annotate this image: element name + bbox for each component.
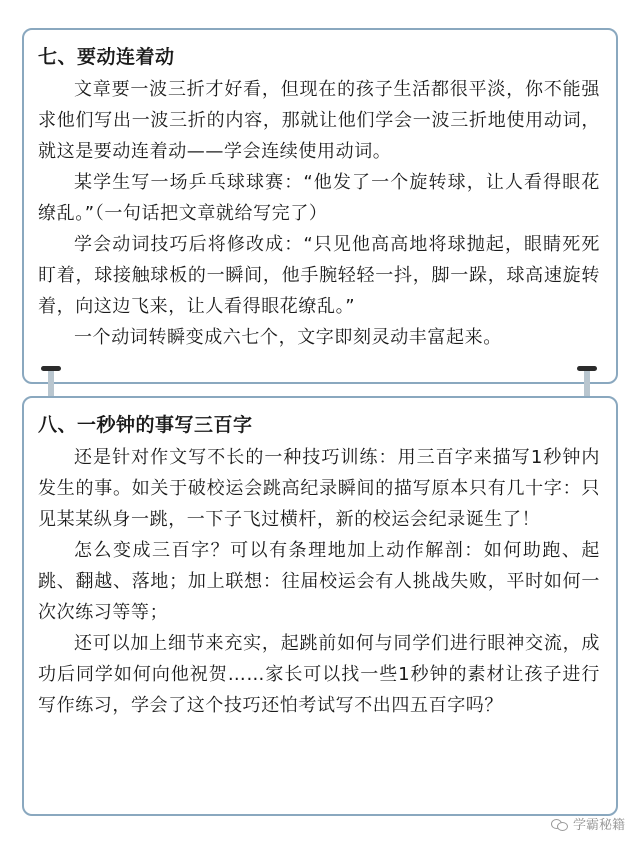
section-8-paragraph-2: 怎么变成三百字？可以有条理地加上动作解剖：如何助跑、起跳、翻越、落地；加上联想：往届校运会有人挑战失败，平时如何一次次练习等等； bbox=[38, 540, 600, 623]
section-8-paragraph-1: 还是针对作文写不长的一种技巧训练：用三百字来描写1秒钟内发生的事。如关于破校运会跳高纪录瞬间的描写原本只有几十字：只见某某纵身一跳，一下子飞过横杆，新的校运会纪录诞生了！ bbox=[38, 447, 600, 530]
connector-cap-top bbox=[577, 366, 597, 371]
watermark-text: 学霸秘籍 bbox=[572, 818, 625, 833]
connector-cap-top bbox=[41, 366, 61, 371]
section-7-paragraph-2: 某学生写一场乒乓球球赛：“他发了一个旋转球，让人看得眼花缭乱。”（一句话把文章就给写完了） bbox=[38, 172, 600, 224]
section-8-paragraph-3: 还可以加上细节来充实，起跳前如何与同学们进行眼神交流，成功后同学如何向他祝贺……家长可以找一些1秒钟的素材让孩子进行写作练习，学会了这个技巧还怕考试写不出四五百字吗？ bbox=[38, 633, 600, 716]
wechat-icon bbox=[551, 817, 569, 831]
section-7-title: 七、要动连着动 bbox=[38, 46, 175, 68]
section-7-paragraph-3: 学会动词技巧后将修改成：“只见他高高地将球抛起，眼睛死死盯着，球接触球板的一瞬间，他手腕轻轻一抖，脚一跺，球高速旋转着，向这边飞来，让人看得眼花缭乱。” bbox=[38, 234, 600, 317]
section-7-paragraph-4: 一个动词转瞬变成六七个，文字即刻灵动丰富起来。 bbox=[74, 327, 502, 348]
section-7-paragraph-1: 文章要一波三折才好看，但现在的孩子生活都很平淡，你不能强求他们写出一波三折的内容，那就让他们学会一波三折地使用动词，就这是要动连着动——学会连续使用动词。 bbox=[38, 79, 600, 162]
section-8-card bbox=[22, 396, 618, 816]
section-8-title: 八、一秒钟的事写三百字 bbox=[38, 414, 253, 436]
section-7-card bbox=[22, 28, 618, 384]
watermark bbox=[551, 814, 625, 833]
